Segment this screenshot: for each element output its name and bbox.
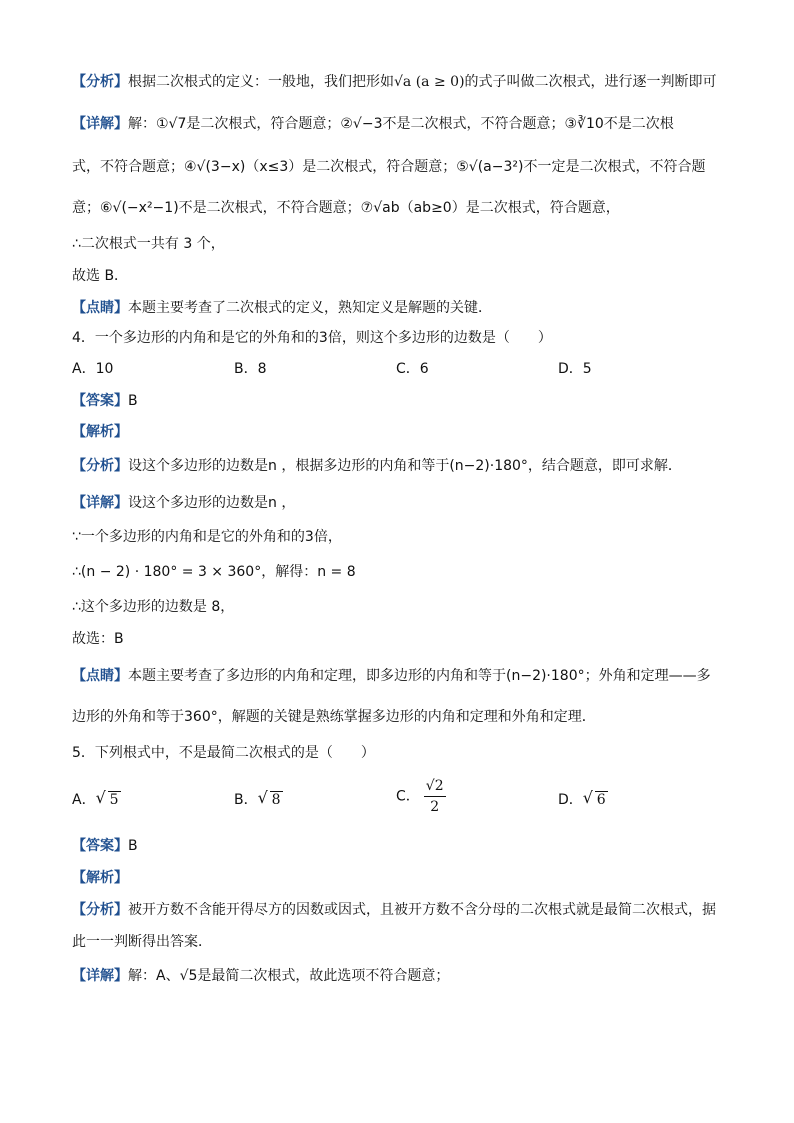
detail-text: 解：A、√5是最简二次根式，故此选项不符合题意；	[128, 968, 450, 984]
detail-tag: 【详解】	[72, 116, 128, 132]
q4-note-line1	[72, 664, 734, 688]
analysis-text-end: 的式子叫做二次根式，进行逐一判断即可	[464, 74, 717, 90]
note-text: 本题主要考查了多边形的内角和定理，即多边形的内角和等于(n−2)·180°；外角和定理——多	[128, 668, 711, 684]
q5-jiexi: 【解析】	[72, 870, 128, 886]
detail-q3-line4: ∴二次根式一共有 3 个，	[72, 236, 225, 252]
q4-jiexi: 【解析】	[72, 424, 128, 440]
detail-tag: 【详解】	[72, 968, 128, 984]
q4-detail-line1	[72, 491, 734, 515]
q5-option-d: D． √ 6	[558, 788, 606, 808]
q4-detail-line5: 故选：B	[72, 631, 124, 647]
detail-tag: 【详解】	[72, 495, 128, 511]
analysis-tag: 【分析】	[72, 902, 128, 918]
q4-detail-line3: ∴(n − 2) · 180° = 3 × 360°，解得：n = 8	[72, 564, 356, 580]
q5-option-a: A． √ 5	[72, 788, 119, 808]
detail-text: 解：①√7是二次根式，符合题意；②√−3不是二次根式，不符合题意；③∛10不是二次根	[128, 116, 674, 132]
q5-analysis-line1	[72, 898, 734, 922]
q4-detail-line2: ∵一个多边形的内角和是它的外角和的3倍，	[72, 529, 342, 545]
q4-option-d: D．5	[558, 361, 592, 377]
q5-option-c: C． $\frac{√2}{2}$	[396, 778, 444, 815]
detail-q3-line3: 意；⑥√(−x²−1)不是二次根式，不符合题意；⑦√ab（ab≥0）是二次根式，符合题意，	[72, 200, 620, 216]
analysis-text: 根据二次根式的定义：一般地，我们把形如	[128, 74, 394, 90]
q5-option-b: B． √ 8	[234, 788, 281, 808]
answer-tag: 【答案】	[72, 838, 128, 854]
q4-detail-line4: ∴这个多边形的边数是 8，	[72, 599, 235, 615]
q5-analysis-line2: 此一一判断得出答案．	[72, 934, 212, 950]
q4-note-line2: 边形的外角和等于360°，解题的关键是熟练掌握多边形的内角和定理和外角和定理．	[72, 709, 596, 725]
radical-expression: √a (a ≥ 0)	[394, 74, 465, 90]
q5-detail-line1	[72, 964, 734, 988]
q4-option-a: A．10	[72, 361, 114, 377]
analysis-tag: 【分析】	[72, 458, 128, 474]
q4-analysis	[72, 454, 734, 478]
note-tag: 【点睛】	[72, 300, 128, 316]
question-4-stem: 4．一个多边形的内角和是它的外角和的3倍，则这个多边形的边数是（ ）	[72, 330, 552, 346]
q4-answer	[72, 389, 734, 413]
analysis-text: 设这个多边形的边数是n ，根据多边形的内角和等于(n−2)·180°，结合题意，即可求解．	[128, 458, 682, 474]
analysis-tag: 【分析】	[72, 74, 128, 90]
detail-text: 设这个多边形的边数是n ，	[128, 495, 296, 511]
answer-value: B	[128, 393, 138, 409]
q5-answer	[72, 834, 734, 858]
answer-value: B	[128, 838, 138, 854]
detail-q3-line5: 故选 B．	[72, 268, 129, 284]
note-tag: 【点睛】	[72, 668, 128, 684]
note-text: 本题主要考查了二次根式的定义，熟知定义是解题的关键．	[128, 300, 492, 316]
q4-option-c: C．6	[396, 361, 429, 377]
analysis-q3	[72, 70, 734, 94]
note-q3	[72, 296, 734, 320]
question-5-stem: 5．下列根式中，不是最简二次根式的是（ ）	[72, 745, 375, 761]
detail-q3-line1	[72, 112, 734, 136]
detail-q3-line2: 式，不符合题意；④√(3−x)（x≤3）是二次根式，符合题意；⑤√(a−3²)不一定是二次根式，不符合题	[72, 159, 706, 175]
q4-option-b: B．8	[234, 361, 267, 377]
answer-tag: 【答案】	[72, 393, 128, 409]
analysis-text: 被开方数不含能开得尽方的因数或因式，且被开方数不含分母的二次根式就是最简二次根式，据	[128, 902, 716, 918]
